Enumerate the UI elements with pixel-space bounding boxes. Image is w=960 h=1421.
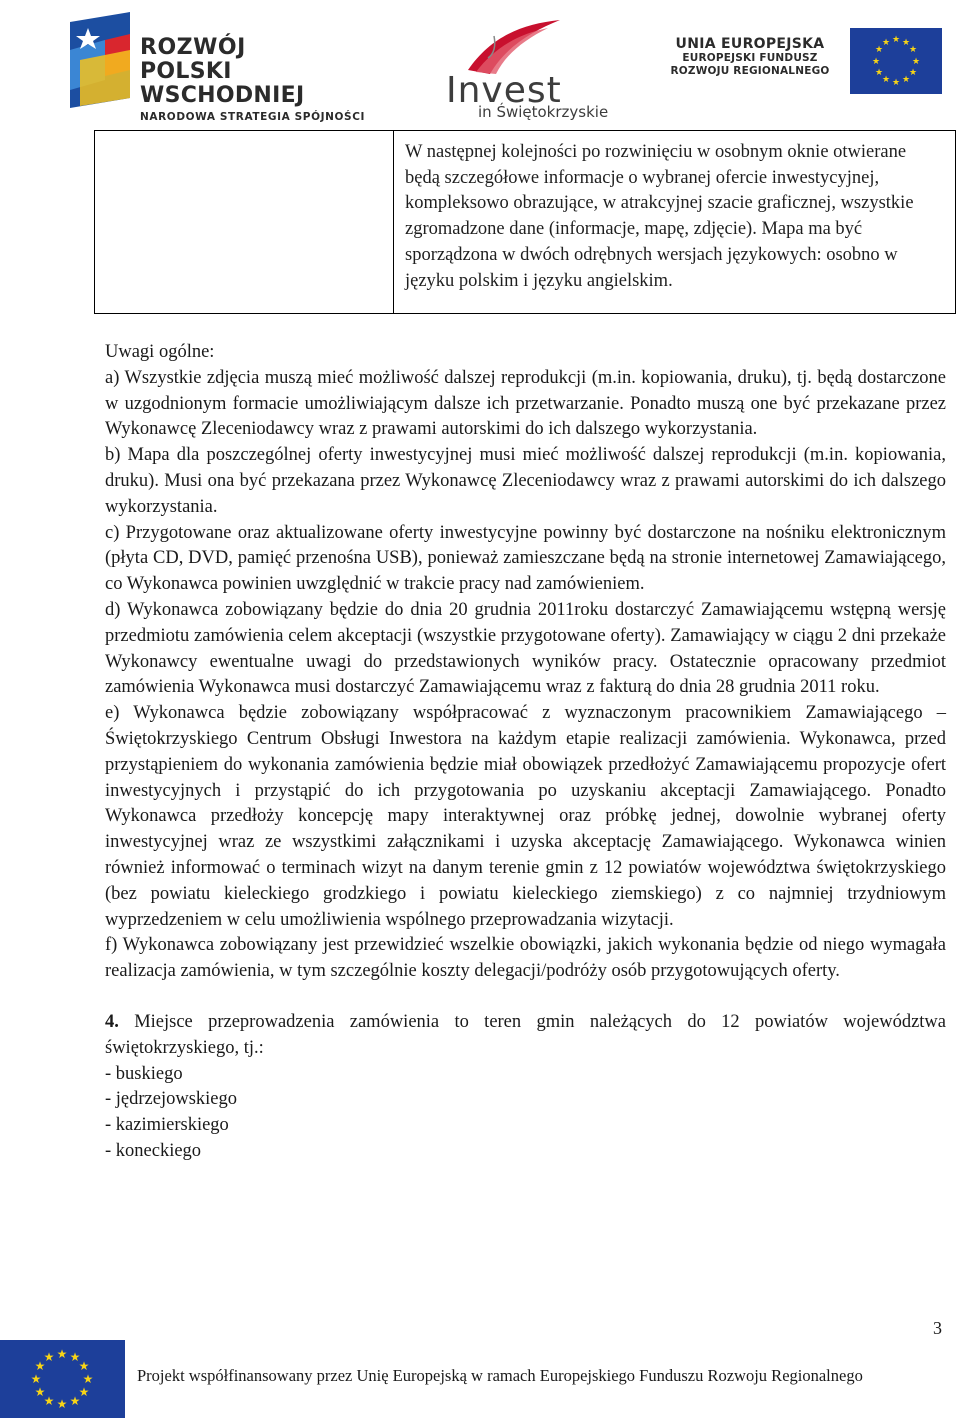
- paragraph-d: d) Wykonawca zobowiązany będzie do dnia 20 grudnia 2011roku dostarczyć Zamawiającemu wstępną wersję przedmiotu zamówienia celem akceptacji (wszystkie przygotowane oferty). Zamawiający w ciągu 2 dni przekaże Wykonawcy ewentualne uwagi do przedstawionych wyników pracy. Ostatecznie opracowany przedmiot zamówienia Wykonawca musi dostarczyć Zamawiającemu wraz z fakturą do dnia 28 grudnia 2011 roku.: [105, 599, 946, 698]
- rpw-line1: ROZWÓJ: [140, 35, 246, 60]
- table-column-divider: [393, 131, 394, 313]
- rpw-line3: NARODOWA STRATEGIA SPÓJNOŚCI: [140, 111, 366, 123]
- svg-text:★: ★: [881, 75, 891, 85]
- general-remarks-heading: Uwagi ogólne:: [105, 342, 215, 362]
- svg-text:★: ★: [56, 1347, 68, 1361]
- svg-text:★: ★: [56, 1397, 68, 1411]
- svg-text:★: ★: [874, 68, 884, 78]
- page-footer: [0, 1337, 960, 1421]
- paragraph-c: c) Przygotowane oraz aktualizowane oferty inwestycyjne powinny być dostarczone na nośniku elektronicznym (płyta CD, DVD, pamięć przenośna USB), ponieważ zamieszczane będą na stronie internetowej Zamawiającego, co Wykonawca powinien uwzględnić w trakcie pracy nad zamówieniem.: [105, 522, 946, 595]
- svg-text:★: ★: [874, 45, 884, 55]
- footer-text: Projekt współfinansowany przez Unię Europejską w ramach Europejskiego Funduszu Rozwoju Regionalnego: [137, 1366, 863, 1385]
- svg-text:★: ★: [43, 1350, 55, 1364]
- description-table: [94, 130, 956, 314]
- rozwoj-polski-wschodniej-logo: [60, 10, 390, 123]
- svg-text:★: ★: [891, 78, 901, 88]
- paragraph-b: b) Mapa dla poszczególnej oferty inwestycyjnej musi mieć możliwość dalszej reprodukcji (m.in. kopiowania, druku). Musi ona być przekazana przez Wykonawcę Zleceniodawcy wraz z prawami autorskimi do ich dalszego wykorzystania.: [105, 445, 946, 517]
- table-cell-text: W następnej kolejności po rozwinięciu w osobnym oknie otwierane będą szczegółowe informacje o wybranej ofercie inwestycyjnej, kompleksowo obrazujące, w atrakcyjnej szacie graficznej, wszystkie zgromadzone dane (informacje, mapę, zdjęcie). Mapa ma być sporządzona w dwóch odrębnych wersjach językowych: osobno w języku polskim i języku angielskim.: [405, 142, 914, 291]
- list-item: - buskiego: [105, 1063, 183, 1084]
- svg-text:★: ★: [34, 1385, 46, 1399]
- svg-text:★: ★: [34, 1359, 46, 1373]
- svg-text:★: ★: [891, 35, 901, 45]
- svg-text:★: ★: [78, 1359, 90, 1373]
- invest-word: Invest: [446, 70, 562, 111]
- invest-in-swietokrzyskie-logo: [440, 18, 630, 121]
- svg-text:★: ★: [78, 1385, 90, 1399]
- paragraph-e: e) Wykonawca będzie zobowiązany współpracować z wyznaczonym pracownikiem Zamawiającego – Świętokrzyskiego Centrum Obsługi Inwestora na każdym etapie realizacji zamówienia. Wykonawca, przed przystąpieniem do wykonania zamówienia będzie miał obowiązek przedłożyć Zamawiającemu propozycje ofert inwestycyjnych i przystąpić do ich przygotowania po uzyskaniu akceptacji Zamawiającego. Ponadto Wykonawca przedłoży koncepcję mapy interaktywnej oraz próbkę jednej, dowolnie wybranej oferty inwestycyjnej wraz ze wszystkimi załącznikami i uzyska akceptację Zamawiającego. Wykonawca winien również informować o terminach wizyt na danym terenie gmin z 12 powiatów województwa świętokrzyskiego (bez powiatu kieleckiego grodzkiego i powiatu kieleckiego ziemskiego) z co najmniej trzydniowym wyprzedzeniem w celu umożliwienia wspólnego przeprowadzania wizytacji.: [105, 703, 946, 930]
- list-item: - koneckiego: [105, 1140, 202, 1161]
- svg-text:★: ★: [82, 1372, 94, 1386]
- list-item: - kazimierskiego: [105, 1115, 229, 1136]
- rpw-line2: POLSKI WSCHODNIEJ: [140, 59, 305, 108]
- section-4-text: Miejsce przeprowadzenia zamówienia to teren gmin należących do 12 powiatów województwa świętokrzyskiego, tj.:: [105, 1011, 946, 1058]
- svg-text:★: ★: [69, 1350, 81, 1364]
- ue-line2: EUROPEJSKI FUNDUSZ: [682, 52, 818, 64]
- svg-text:★: ★: [901, 75, 911, 85]
- eu-flag-icon: [850, 28, 942, 94]
- section-4: [105, 1010, 946, 1062]
- invest-swoosh-icon: [460, 18, 570, 76]
- svg-text:★: ★: [911, 57, 921, 67]
- paragraph-f: f) Wykonawca zobowiązany jest przewidzieć wszelkie obowiązki, jakich wykonania będzie od niego wymagała realizacja zamówienia, w tym szczególnie koszty delegacji/podróży osób przygotowujących oferty.: [105, 935, 946, 982]
- document-body: [105, 340, 946, 1165]
- spacer: [105, 985, 946, 1010]
- page-header: [0, 0, 960, 125]
- svg-text:★: ★: [901, 38, 911, 48]
- invest-subtitle: in Świętokrzyskie: [478, 103, 609, 121]
- paragraph-a: a) Wszystkie zdjęcia muszą mieć możliwość dalszej reprodukcji (m.in. kopiowania, druku), tj. będą dostarczone w uzgodnionym formacie umożliwiającym dalsze ich przetwarzanie. Ponadto muszą one być przekazane przez Wykonawcę Zleceniodawcy wraz z prawami autorskimi do ich dalszego wykorzystania.: [105, 367, 946, 440]
- svg-text:★: ★: [871, 57, 881, 67]
- ue-line3: ROZWOJU REGIONALNEGO: [670, 65, 830, 77]
- ue-line1: UNIA EUROPEJSKA: [675, 36, 825, 52]
- svg-text:★: ★: [69, 1394, 81, 1408]
- page-number: 3: [933, 1318, 942, 1338]
- svg-text:★: ★: [908, 68, 918, 78]
- list-item: - jędrzejowskiego: [105, 1089, 238, 1110]
- rpw-emblem-icon: [60, 10, 140, 110]
- svg-text:★: ★: [881, 38, 891, 48]
- eu-flag-icon: [0, 1340, 125, 1418]
- svg-text:★: ★: [30, 1372, 42, 1386]
- svg-text:★: ★: [43, 1394, 55, 1408]
- svg-text:★: ★: [908, 45, 918, 55]
- section-4-number: 4.: [105, 1011, 119, 1032]
- unia-europejska-logo: [655, 28, 950, 98]
